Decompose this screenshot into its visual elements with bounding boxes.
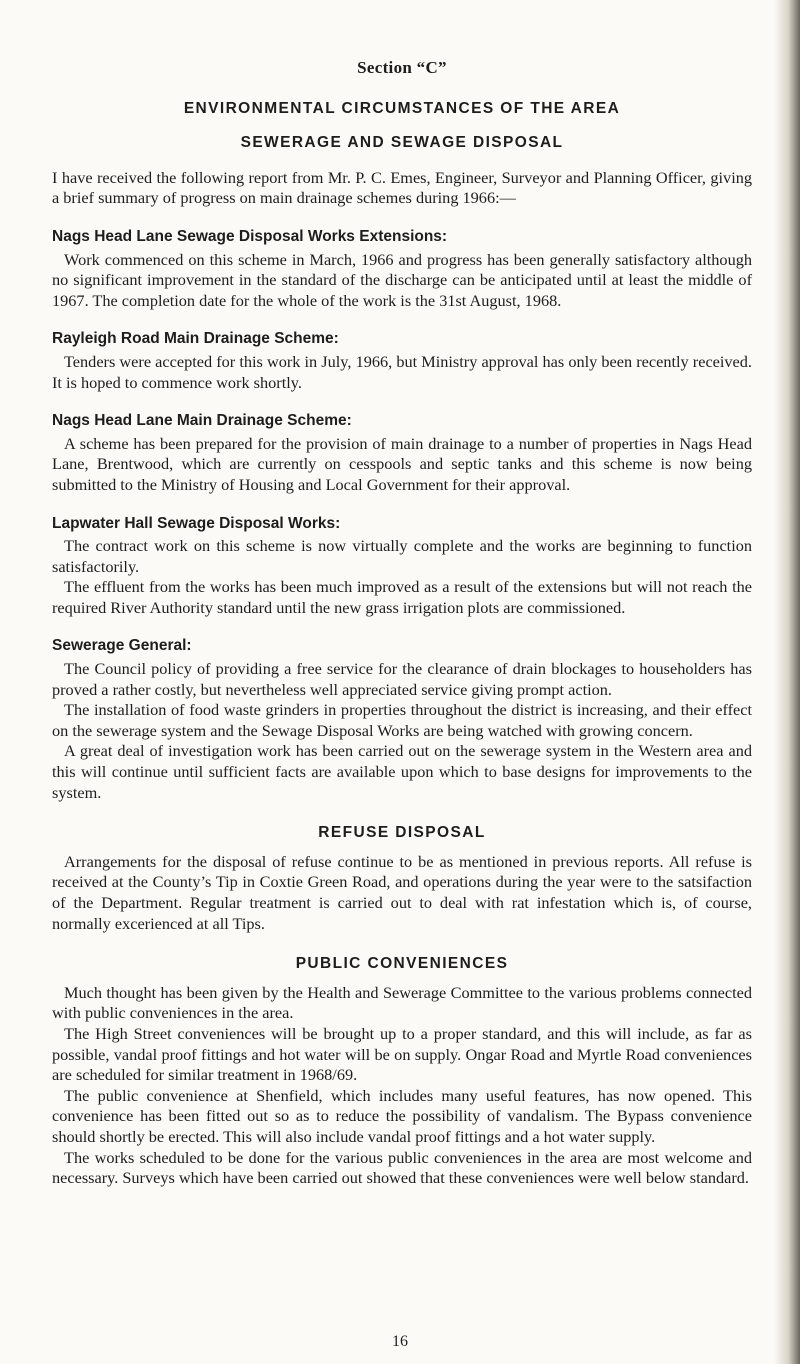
sewerage-item-paragraph: Work commenced on this scheme in March, 1966 and progress has been generally satisfactory although no significant improvement in the standard of the discharge can be anticipated until at least the middle of 1967. The completion date for the whole of the work is the 31st August, 1968. [52,249,752,310]
sewerage-item [52,636,752,803]
sewerage-item [52,514,752,619]
sewerage-item-paragraph: Tenders were accepted for this work in July, 1966, but Ministry approval has only been recently received. It is hoped to commence work shortly. [52,351,752,392]
sewerage-item-paragraph: The contract work on this scheme is now virtually complete and the works are beginning to function satisfactorily. [52,536,752,576]
sewerage-item [52,411,752,495]
sewerage-item-paragraph: A scheme has been prepared for the provision of main drainage to a number of properties in Nags Head Lane, Brentwood, which are currently on cesspools and septic tanks and this scheme is now being submitted to the Ministry of Housing and Local Government for their approval. [52,433,752,494]
sewerage-item-title: Rayleigh Road Main Drainage Scheme: [52,330,339,348]
sewerage-item-paragraph: A great deal of investigation work has been carried out on the sewerage system in the Western area and this will continue until sufficient facts are available upon which to base designs for improvements to the system. [52,741,752,802]
document-page [52,58,752,1189]
sewerage-item-title: Sewerage General: [52,637,192,655]
conveniences-heading: PUBLIC CONVENIENCES [295,955,509,973]
sewerage-heading: SEWERAGE AND SEWAGE DISPOSAL [240,134,564,152]
sewerage-item-title: Nags Head Lane Main Drainage Scheme: [52,412,352,430]
sewerage-item-paragraph: The Council policy of providing a free service for the clearance of drain blockages to householders has proved a rather costly, but nevertheless well appreciated service giving prompt action. [52,659,752,699]
main-heading: ENVIRONMENTAL CIRCUMSTANCES OF THE AREA [183,99,621,117]
sewerage-item-title: Lapwater Hall Sewage Disposal Works: [52,514,341,532]
conveniences-paragraph: Much thought has been given by the Health and Sewerage Committee to the various problems connected with public conveniences in the area. [52,982,752,1023]
sewerage-item-paragraph: The effluent from the works has been much improved as a result of the extensions but will not reach the required River Authority standard until the new grass irrigation plots are commissioned. [52,577,752,617]
conveniences-paragraph: The High Street conveniences will be brought up to a proper standard, and this will include, as far as possible, vandal proof fittings and hot water will be on supply. Ongar Road and Myrtle Road conveniences are scheduled for similar treatment in 1968/69. [52,1023,752,1085]
conveniences-paragraph: The public convenience at Shenfield, which includes many useful features, has now opened. This convenience has been fitted out so as to reduce the possibility of vandalism. The Bypass convenience should shortly be erected. This will also include vandal proof fittings and a hot water supply. [52,1085,752,1146]
page-edge-shadow [774,0,800,1364]
sewerage-item [52,329,752,393]
refuse-heading: REFUSE DISPOSAL [318,824,486,842]
refuse-paragraph: Arrangements for the disposal of refuse continue to be as mentioned in previous reports. All refuse is received at the County’s Tip in Coxtie Green Road, and operations during the year were to the satsifaction of the Department. Regular treatment is carried out to deal with rat infestation which is, of course, normally excerienced at all Tips. [52,851,752,933]
sewerage-item [52,227,752,311]
page-number: 16 [392,1333,408,1350]
sewerage-item-paragraph: The installation of food waste grinders in properties throughout the district is increasing, and their effect on the sewerage system and the Sewage Disposal Works are being watched with growing concern. [52,700,752,740]
sewerage-item-title: Nags Head Lane Sewage Disposal Works Extensions: [52,227,448,245]
conveniences-paragraph: The works scheduled to be done for the various public conveniences in the area are most welcome and necessary. Surveys which have been carried out showed that these conveniences were well below standard. [52,1147,752,1188]
section-label: Section “C” [357,58,447,77]
sewerage-intro: I have received the following report from Mr. P. C. Emes, Engineer, Surveyor and Planning Officer, giving a brief summary of progress on main drainage schemes during 1966:— [52,167,752,208]
